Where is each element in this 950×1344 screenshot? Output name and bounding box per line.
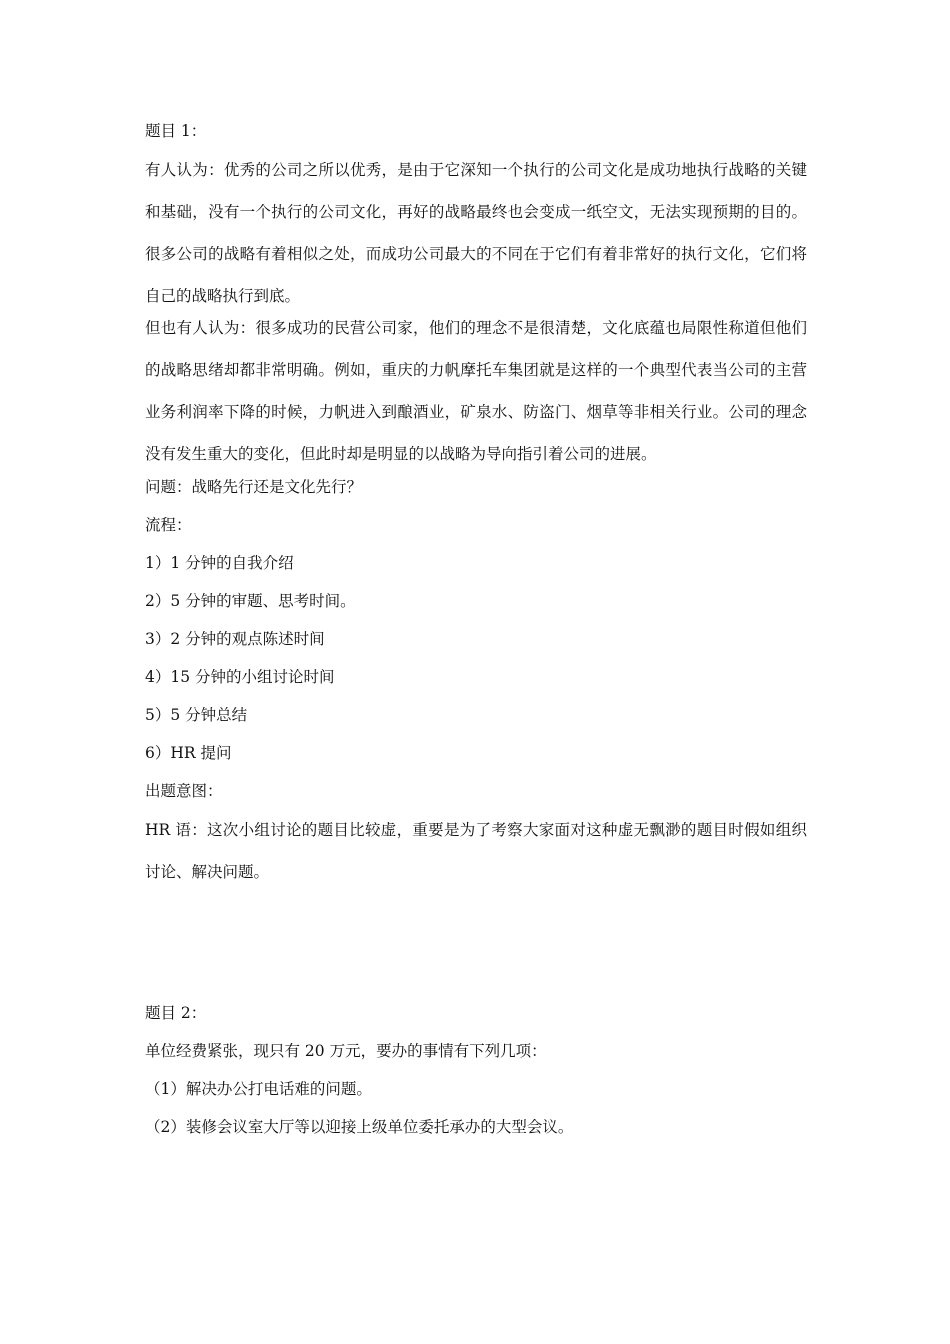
question-2-item-1: （1）解决办公打电话难的问题。 <box>145 1080 372 1098</box>
process-label: 流程： <box>145 516 192 534</box>
intent-label: 出题意图： <box>145 782 223 800</box>
section-spacer <box>145 893 807 1003</box>
question-2-intro: 单位经费紧张，现只有 20 万元，要办的事情有下列几项： <box>145 1042 547 1060</box>
question-2-title: 题目 2： <box>145 1004 207 1022</box>
question-1-title: 题目 1： <box>145 122 207 140</box>
question-1-paragraph-1: 有人认为：优秀的公司之所以优秀，是由于它深知一个执行的公司文化是成功地执行战略的关键和基础，没有一个执行的公司文化，再好的战略最终也会变成一纸空文，无法实现预期的目的。很多公司的战略有着相似之处，而成功公司最大的不同在于它们有着非常好的执行文化，它们将自己的战略执行到底。 <box>145 161 807 305</box>
process-step-2: 2）5 分钟的审题、思考时间。 <box>145 592 356 610</box>
question-1-paragraph-2: 但也有人认为：很多成功的民营公司家，他们的理念不是很清楚，文化底蕴也局限性称道但他们的战略思绪却都非常明确。例如，重庆的力帆摩托车集团就是这样的一个典型代表当公司的主营业务利润率下降的时候，力帆进入到酿酒业，矿泉水、防盗门、烟草等非相关行业。公司的理念没有发生重大的变化，但此时却是明显的以战略为导向指引着公司的进展。 <box>145 319 807 463</box>
document-content <box>145 121 807 1155</box>
process-step-3: 3）2 分钟的观点陈述时间 <box>145 630 325 648</box>
question-1-question: 问题：战略先行还是文化先行？ <box>145 478 363 496</box>
process-step-1: 1）1 分钟的自我介绍 <box>145 554 294 572</box>
question-2-item-2: （2）装修会议室大厅等以迎接上级单位委托承办的大型会议。 <box>145 1118 574 1136</box>
process-step-6: 6）HR 提问 <box>145 744 232 762</box>
process-step-4: 4）15 分钟的小组讨论时间 <box>145 668 335 686</box>
process-step-5: 5）5 分钟总结 <box>145 706 248 724</box>
hr-note: HR 语：这次小组讨论的题目比较虚，重要是为了考察大家面对这种虚无飘渺的题目时假如组织讨论、解决问题。 <box>145 821 807 881</box>
